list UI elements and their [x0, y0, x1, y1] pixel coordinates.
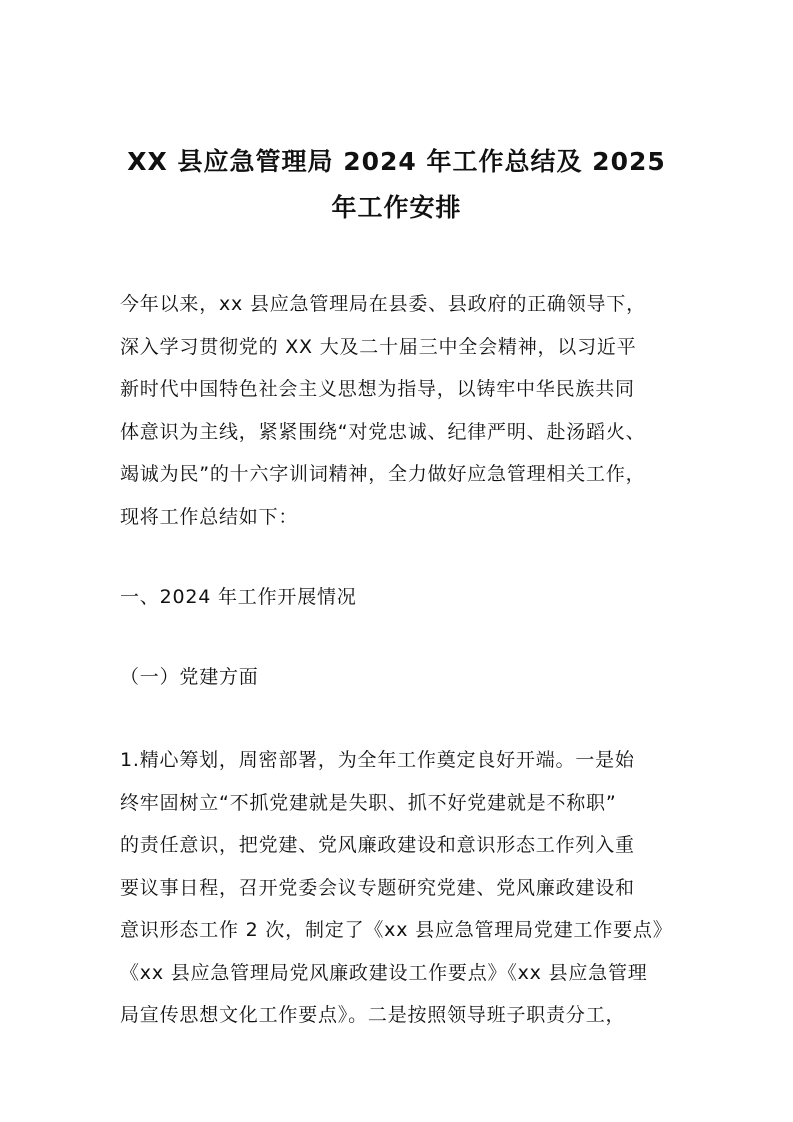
- subsection-heading-text: （一）党建方面: [120, 666, 259, 688]
- item1-line-3: 的责任意识，把党建、党风廉政建设和意识形态工作列入重: [120, 834, 635, 856]
- item1-line-7: 局宣传思想文化工作要点》。二是按照领导班子职责分工，: [120, 1004, 626, 1026]
- intro-paragraph: [120, 283, 675, 538]
- document-title: [100, 139, 693, 231]
- intro-line-2: 深入学习贯彻党的 XX 大及二十届三中全会精神，以习近平: [120, 335, 637, 358]
- intro-line-3: 新时代中国特色社会主义思想为指导，以铸牢中华民族共同: [120, 378, 635, 400]
- intro-line-4: 体意识为主线，紧紧围绕“对党忠诚、纪律严明、赴汤蹈火、: [120, 420, 646, 443]
- item1-line-6: 《xx 县应急管理局党风廉政建设工作要点》《xx 县应急管理: [120, 961, 648, 984]
- item1-line-4: 要议事日程，召开党委会议专题研究党建、党风廉政建设和: [120, 876, 635, 899]
- title-line-1: XX 县应急管理局 2024 年工作总结及 2025: [127, 146, 666, 176]
- intro-line-1: 今年以来，xx 县应急管理局在县委、县政府的正确领导下，: [120, 293, 646, 315]
- item1-line-5: 意识形态工作 2 次，制定了《xx 县应急管理局党建工作要点》: [120, 919, 673, 941]
- intro-line-6: 现将工作总结如下：: [120, 505, 299, 528]
- subsection-heading: [120, 656, 675, 699]
- intro-line-5: 竭诚为民”的十六字训词精神，全力做好应急管理相关工作，: [120, 463, 646, 485]
- item-1-paragraph: [120, 739, 675, 1037]
- item1-line-2: 终牢固树立“不抓党建就是失职、抓不好党建就是不称职”: [120, 791, 617, 814]
- item1-line-1: 1.精心筹划，周密部署，为全年工作奠定良好开端。一是始: [120, 749, 635, 771]
- section-heading-text: 一、2024 年工作开展情况: [120, 586, 357, 608]
- title-line-2: 年工作安排: [331, 192, 462, 222]
- section-heading: [120, 576, 675, 619]
